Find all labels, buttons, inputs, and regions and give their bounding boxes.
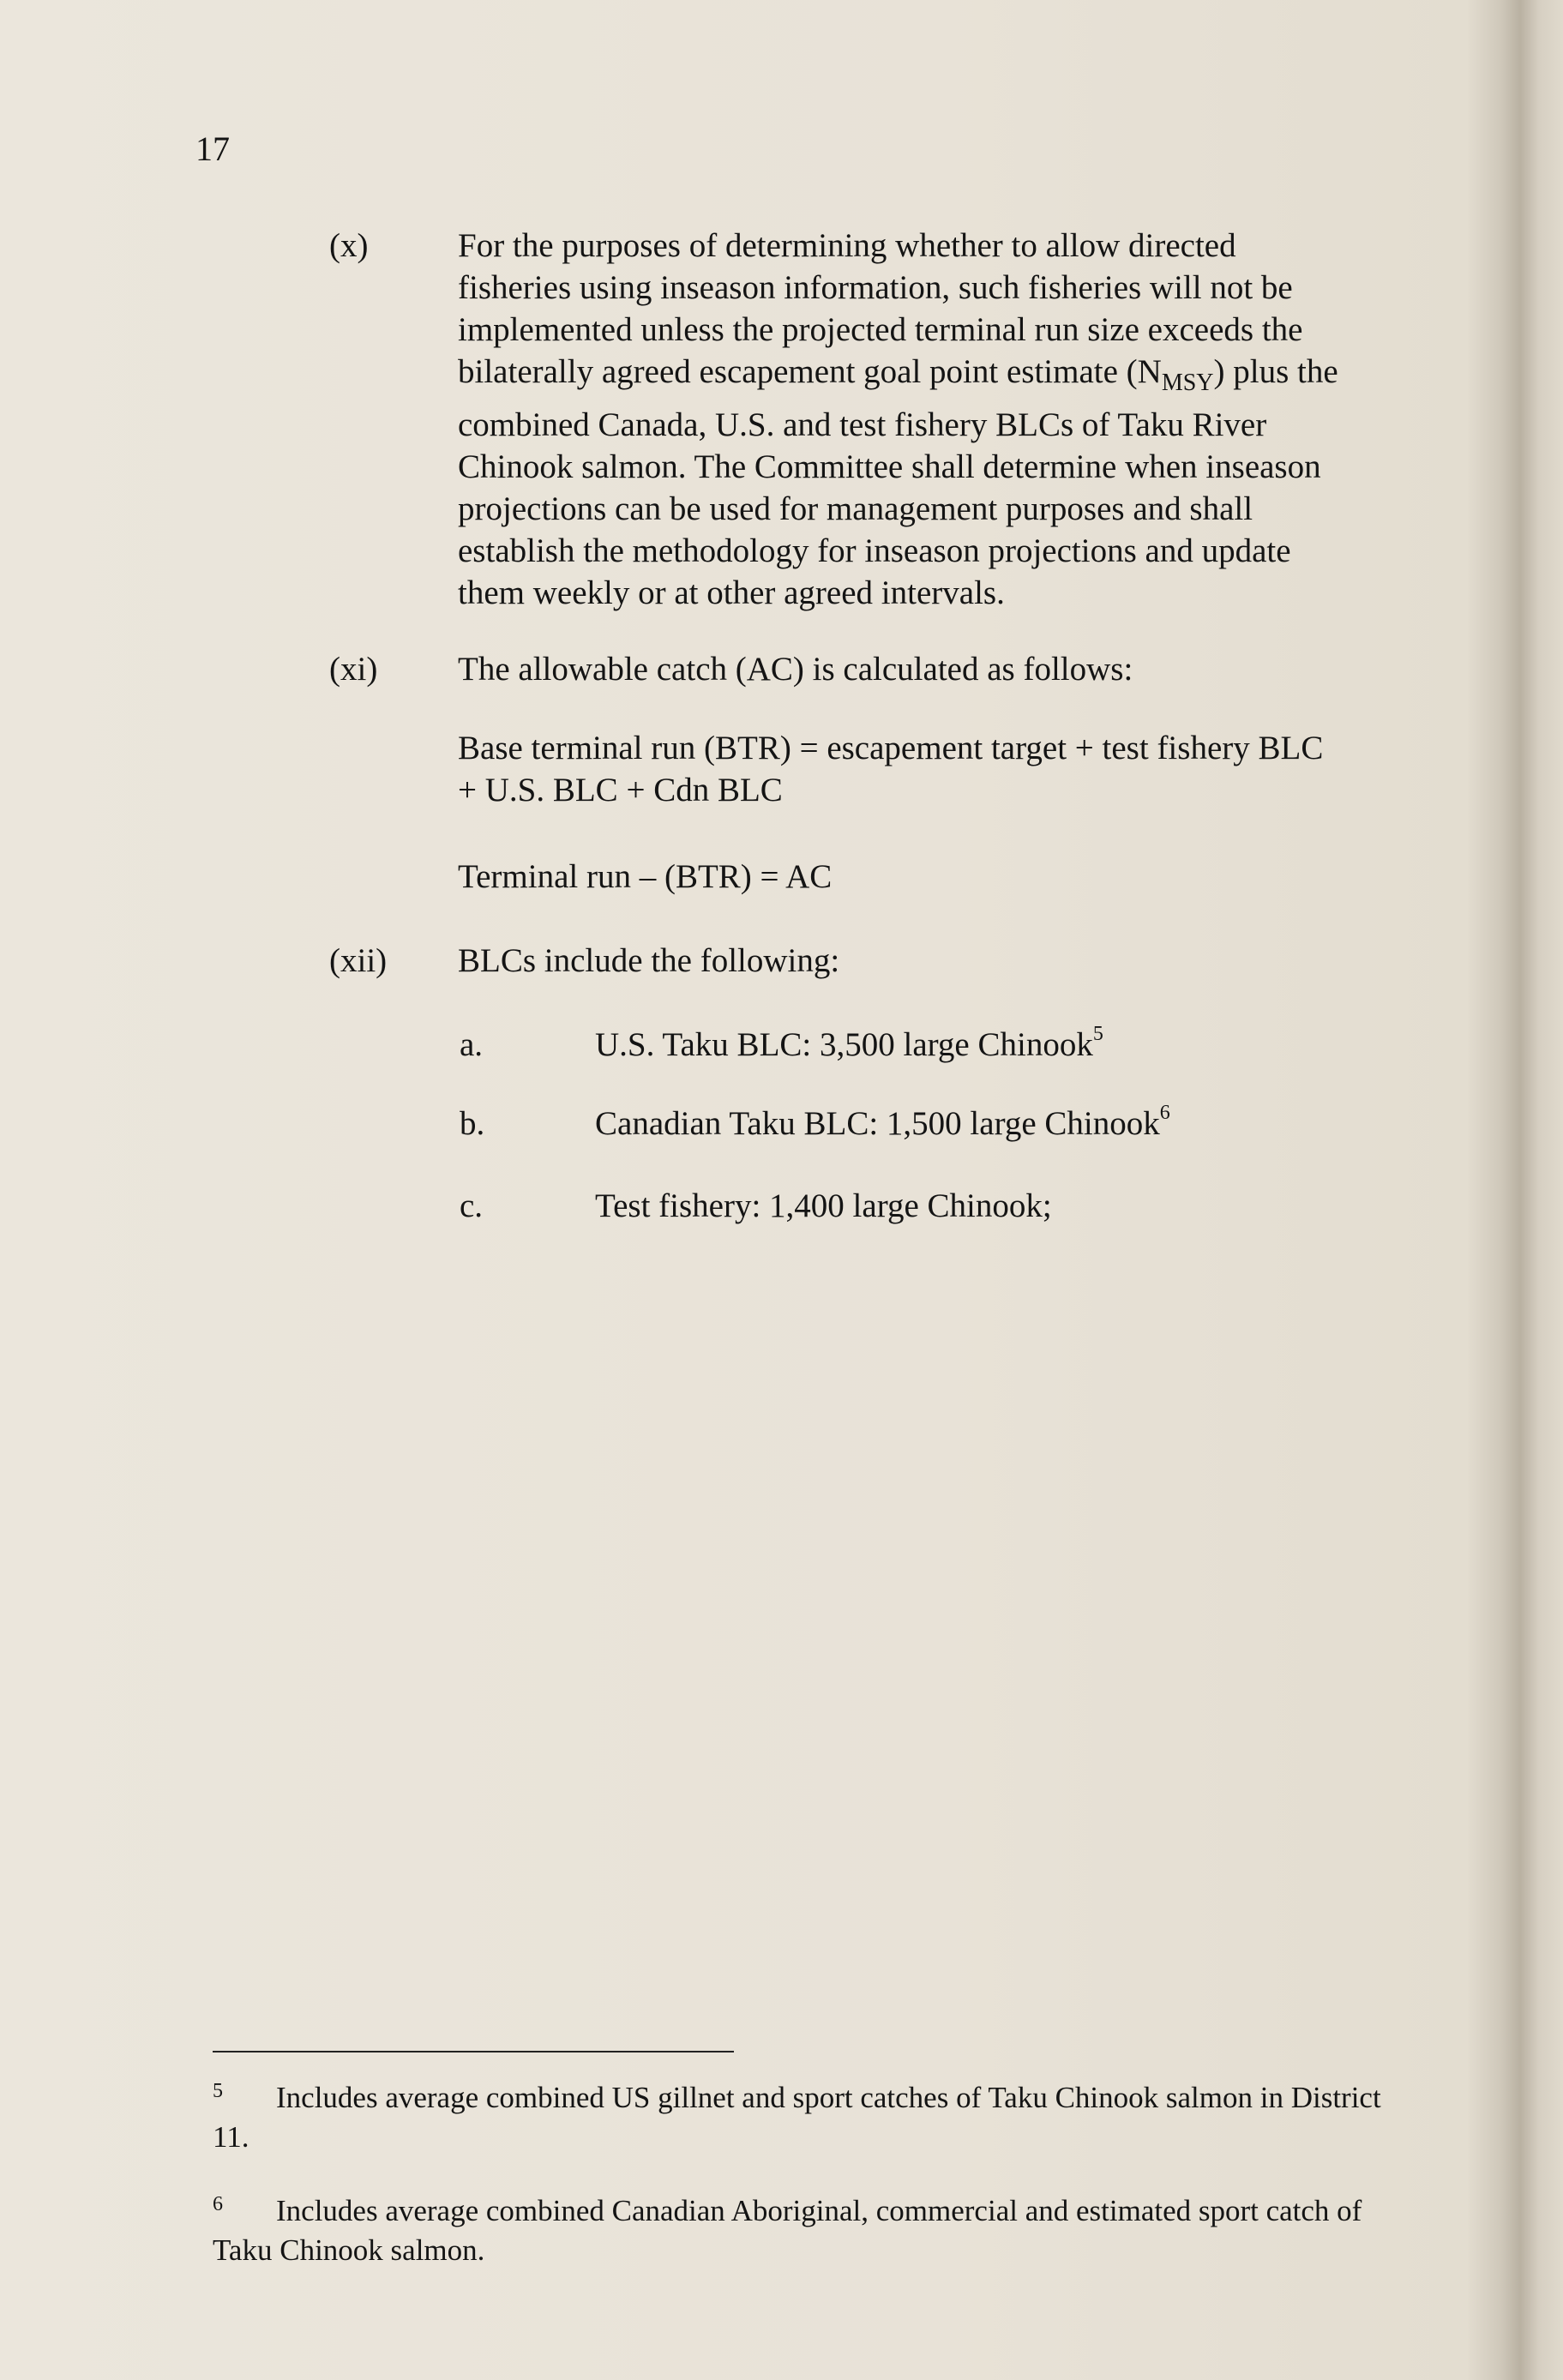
footnote-6 [213,2185,1396,2270]
page-number: 17 [195,129,230,168]
footnote-6-text: Includes average combined Canadian Aboriginal, commercial and estimated sport catch of Taku Chinook salmon. [213,2194,1362,2267]
footnote-5 [213,2071,1396,2157]
subitem-text-c: Test fishery: 1,400 large Chinook; [595,1187,1052,1224]
formula-allowable-catch: Terminal run – (BTR) = AC [458,858,833,895]
item-label-x: (x) [329,227,369,264]
book-binding-edge [1468,0,1563,2380]
footnote-6-mark: 6 [213,2193,223,2215]
subitem-text-a-body: U.S. Taku BLC: 3,500 large Chinook [595,1026,1093,1063]
footnote-separator [213,2051,734,2052]
item-label-xii: (xii) [329,942,388,979]
item-text-xi: The allowable catch (AC) is calculated as follows: [458,651,1133,688]
subscript-msy: MSY [1161,369,1214,396]
item-label-xi: (xi) [329,651,378,688]
footnote-ref-6: 6 [1159,1102,1170,1124]
subitem-label-c: c. [460,1187,484,1224]
item-text-x [458,225,1350,614]
item-text-x-part2: ) plus the combined Canada, U.S. and test fishery BLCs of Taku River Chinook salmon. The Committee shall determine when inseason projections can be used for management purposes and shall establish the methodology for inseason projections and update them weekly or at other agreed intervals. [458,353,1338,611]
subitem-label-a: a. [460,1026,484,1063]
formula-base-terminal-run: Base terminal run (BTR) = escapement target + test fishery BLC + U.S. BLC + Cdn BLC [458,730,1324,808]
subitem-text-a [595,1024,1103,1066]
item-text-xii: BLCs include the following: [458,942,840,979]
footnote-5-mark: 5 [213,2080,223,2102]
subitem-text-b-body: Canadian Taku BLC: 1,500 large Chinook [595,1105,1160,1142]
footnote-5-text: Includes average combined US gillnet and sport catches of Taku Chinook salmon in District 11. [213,2081,1381,2154]
item-text-x-part1: For the purposes of determining whether to allow directed fisheries using inseason information, such fisheries will not be implemented unless the projected terminal run size exceeds the bilaterally agreed escapement goal point estimate (N [458,227,1303,390]
footnote-ref-5: 5 [1092,1023,1103,1045]
subitem-text-b [595,1103,1170,1145]
subitem-label-b: b. [460,1105,485,1142]
